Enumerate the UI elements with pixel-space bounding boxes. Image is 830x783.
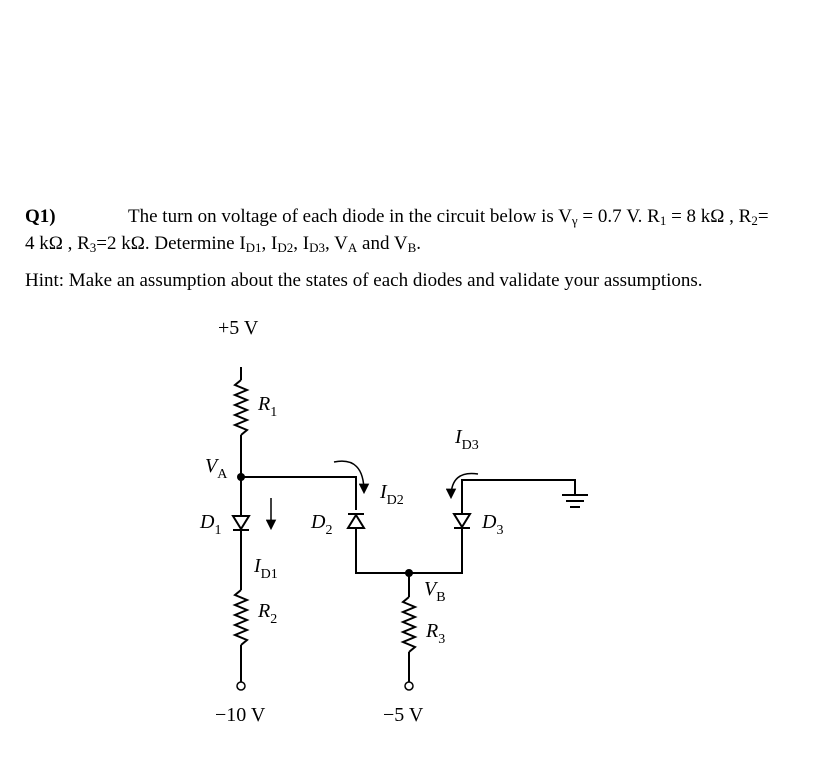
question-text-1a: The turn on voltage of each diode in the circuit below is V	[128, 206, 572, 227]
d3-label: $D_3$	[482, 511, 504, 538]
sep-2: , I	[293, 233, 310, 254]
question-text-1c: = 8 kΩ , R	[666, 206, 752, 227]
wire-d2-to-d3	[356, 528, 462, 573]
ground-icon	[562, 495, 588, 507]
diode-d1	[233, 516, 249, 529]
question-label: Q1)	[25, 206, 56, 227]
id1-sub: D1	[245, 240, 262, 255]
question-end: .	[416, 233, 421, 254]
wire-d3-to-ground	[462, 480, 575, 513]
d1-label: $D_1$	[200, 511, 222, 538]
r1-label: $R_1$	[258, 393, 278, 420]
vb-sub: B	[407, 240, 417, 255]
r3-sub: 3	[89, 240, 97, 255]
vgamma-sub: γ	[571, 213, 578, 228]
sep-4: and V	[357, 233, 408, 254]
terminal-minus10	[237, 682, 245, 690]
va-label: $V_A$	[205, 455, 228, 482]
id2-sub: D2	[277, 240, 294, 255]
d2-label: $D_2$	[311, 511, 333, 538]
r2-label: $R_2$	[258, 600, 278, 627]
va-sub: A	[347, 240, 358, 255]
diode-d2	[348, 515, 364, 528]
supply-top-label: +5 V	[218, 317, 259, 339]
question-text-1d: =	[757, 206, 769, 227]
sep-1: , I	[261, 233, 278, 254]
r1-sub: 1	[659, 213, 667, 228]
supply-mid-bottom-label: −5 V	[383, 704, 424, 726]
vb-label: $V_B$	[424, 578, 446, 605]
r2-sub: 2	[751, 213, 758, 228]
supply-left-bottom-label: −10 V	[215, 704, 266, 726]
resistor-r3	[403, 597, 415, 652]
wire-va-to-d2	[241, 477, 356, 510]
sep-3: , V	[324, 233, 348, 254]
id1-label: $I_{D1}$	[254, 555, 278, 582]
terminal-minus5	[405, 682, 413, 690]
resistor-r1	[235, 380, 247, 435]
diode-d3	[454, 514, 470, 527]
hint-text: Hint: Make an assumption about the states of each diodes and validate your assumptions.	[25, 270, 703, 291]
id3-sub: D3	[309, 240, 325, 255]
question-text-2b: =2 kΩ. Determine I	[96, 233, 246, 254]
id2-label: $I_{D2}$	[380, 481, 404, 508]
question-text-2a: 4 kΩ , R	[25, 233, 90, 254]
id3-arrow	[451, 473, 478, 497]
resistor-r2	[235, 590, 247, 645]
question-text-1b: = 0.7 V. R	[577, 206, 660, 227]
id3-label: $I_{D3}$	[455, 426, 479, 453]
r3-label: $R_3$	[426, 620, 446, 647]
